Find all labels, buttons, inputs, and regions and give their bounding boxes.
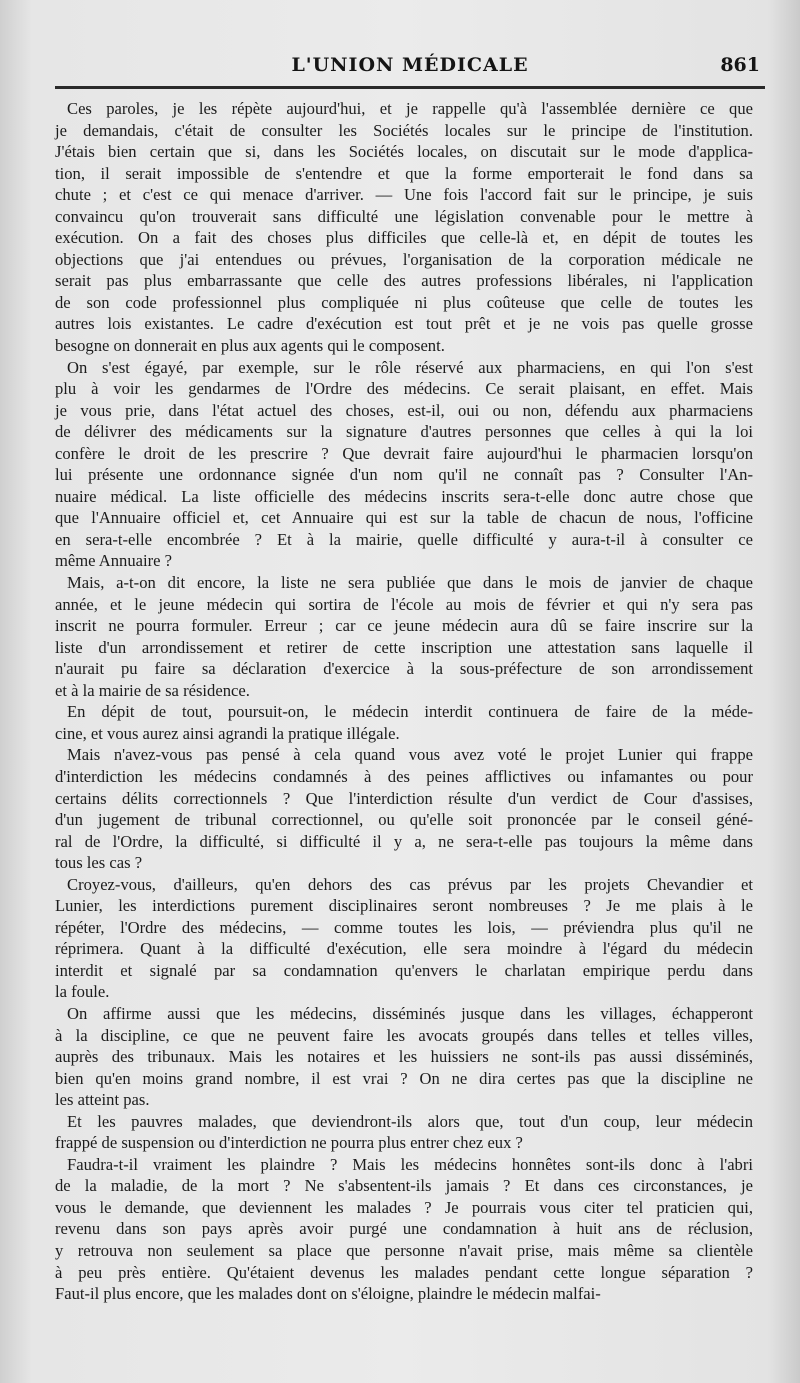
paragraph	[55, 572, 753, 701]
text-line: auprès des tribunaux. Mais les notaires et les huissiers ne sont-ils pas aussi disséminés,	[55, 1047, 753, 1067]
text-line: frappé de suspension ou d'interdiction ne pourra plus entrer chez eux ?	[55, 1133, 523, 1153]
text-line: besogne on donnerait en plus aux agents qui le composent.	[55, 336, 445, 356]
text-line: Et les pauvres malades, que deviendront-ils alors que, tout d'un coup, leur médecin	[67, 1111, 753, 1131]
text-line: Ces paroles, je les répète aujourd'hui, et je rappelle qu'à l'assemblée dernière ce que	[67, 99, 753, 118]
text-line: ral de l'Ordre, la difficulté, si difficulté il y a, ne sera-t-elle pas toujours la même dans	[55, 831, 753, 851]
text-line: exécution. On a fait des choses plus difficiles que celle-là et, en dépit de toutes les	[55, 228, 753, 248]
text-line: d'un jugement de tribunal correctionnel, ou qu'elle soit prononcée par le conseil géné-	[55, 810, 753, 830]
text-line: lui présente une ordonnance signée d'un nom qu'il ne connaît pas ? Consulter l'An-	[55, 465, 753, 485]
text-line: interdit et signalé par sa condamnation qu'envers le charlatan empirique perdu dans	[55, 960, 753, 980]
text-line: revenu dans son pays après avoir purgé une condamnation à huit ans de réclusion,	[55, 1219, 753, 1239]
paragraph	[55, 1154, 753, 1305]
text-line: liste d'un arrondissement et retirer de cette inscription une attestation sans laquelle il	[55, 637, 753, 657]
text-line: Faut-il plus encore, que les malades dont on s'éloigne, plaindre le médecin malfai-	[55, 1284, 601, 1304]
running-header	[60, 48, 760, 88]
text-line: la foule.	[55, 982, 110, 1002]
paragraph	[55, 701, 753, 744]
paragraph	[55, 98, 753, 357]
text-line: je demandais, c'était de consulter les Sociétés locales sur le principe de l'institution.	[55, 120, 753, 140]
text-line: En dépit de tout, poursuit-on, le médecin interdit continuera de faire de la méde-	[67, 702, 753, 722]
text-line: répéter, l'Ordre des médecins, — comme toutes les lois, — préviendra plus qu'il ne	[55, 917, 753, 937]
text-line: nuaire médical. La liste officielle des médecins inscrits sera-t-elle donc autre chose que	[55, 486, 753, 506]
text-line: je vous prie, dans l'état actuel des choses, est-il, oui ou non, défendu aux pharmaciens	[55, 400, 753, 420]
text-line: bien qu'en moins grand nombre, il est vrai ? On ne dira certes pas que la discipline ne	[55, 1068, 753, 1088]
text-line: que l'Annuaire officiel et, cet Annuaire qui est sur la table de chacun de nous, l'officine	[55, 508, 753, 528]
paragraph	[55, 744, 753, 873]
text-line: de son code professionnel plus compliquée ni plus coûteuse que celle de toutes les	[55, 292, 753, 312]
text-line: On affirme aussi que les médecins, disséminés jusque dans les villages, échapperont	[67, 1003, 753, 1023]
text-line: Mais, a-t-on dit encore, la liste ne sera publiée que dans le mois de janvier de chaque	[67, 573, 753, 593]
text-line: réprimera. Quant à la difficulté d'exécution, elle sera moindre à l'égard du médecin	[55, 939, 753, 959]
text-line: y retrouva non seulement sa place que personne n'avait prise, mais même sa clientèle	[55, 1240, 753, 1260]
text-line: d'interdiction les médecins condamnés à des peines afflictives ou infamantes ou pour	[55, 766, 753, 786]
text-line: J'étais bien certain que si, dans les Sociétés locales, on discutait sur le mode d'applica-	[55, 142, 753, 162]
text-line: tion, il serait impossible de s'entendre et que la forme emporterait le fond dans sa	[55, 163, 753, 183]
paragraph	[55, 357, 753, 572]
text-line: confère le droit de les prescrire ? Que devrait faire aujourd'hui le pharmacien lorsqu'on	[55, 443, 753, 463]
text-line: n'aurait pu faire sa déclaration d'exercice à la sous-préfecture de son arrondissement	[55, 659, 753, 679]
text-line: tous les cas ?	[55, 853, 143, 873]
text-line: Mais n'avez-vous pas pensé à cela quand vous avez voté le projet Lunier qui frappe	[67, 745, 753, 765]
text-line: les atteint pas.	[55, 1090, 150, 1110]
text-line: Lunier, les interdictions purement disciplinaires seront nombreuses ? Je me plais à le	[55, 896, 753, 916]
text-line: et à la mairie de sa résidence.	[55, 680, 250, 700]
text-line: année, et le jeune médecin qui sortira de l'école au mois de février et qui n'y sera pas	[55, 594, 753, 614]
page-number: 861	[720, 54, 760, 76]
paragraph	[55, 1111, 753, 1154]
text-line: plu à voir les gendarmes de l'Ordre des médecins. Ce serait plaisant, en effet. Mais	[55, 379, 753, 399]
body-text	[55, 98, 753, 1305]
text-line: On s'est égayé, par exemple, sur le rôle réservé aux pharmaciens, en qui l'on s'est	[67, 357, 753, 377]
text-line: à peu près entière. Qu'étaient devenus les malades pendant cette longue séparation ?	[55, 1262, 753, 1282]
text-line: Croyez-vous, d'ailleurs, qu'en dehors des cas prévus par les projets Chevandier et	[67, 874, 753, 894]
text-line: cine, et vous aurez ainsi agrandi la pratique illégale.	[55, 723, 400, 743]
journal-title: L'UNION MÉDICALE	[291, 54, 529, 76]
text-line: même Annuaire ?	[55, 551, 173, 571]
header-rule	[55, 86, 765, 89]
text-line: à la discipline, ce que ne peuvent faire les avocats groupés dans telles et telles villes,	[55, 1025, 753, 1045]
text-line: inscrit ne pourra formuler. Erreur ; car ce jeune médecin aura dû se faire inscrire sur la	[55, 616, 753, 636]
text-line: objections que j'ai entendues ou prévues, l'organisation de la corporation médicale ne	[55, 249, 753, 269]
text-line: autres lois existantes. Le cadre d'exécution est tout prêt et je ne vois pas quelle grosse	[55, 314, 753, 334]
text-line: serait pas plus embarrassante que celle des autres professions libérales, ni l'application	[55, 271, 753, 291]
text-line: de délivrer des médicaments sur la signature d'autres personnes que celles à qui la loi	[55, 422, 753, 442]
text-line: de la maladie, de la mort ? Ne s'absentent-ils jamais ? Et dans ces circonstances, je	[55, 1176, 753, 1196]
text-line: vous le demande, que deviennent les malades ? Je pourrais vous citer tel praticien qui,	[55, 1197, 753, 1217]
text-line: Faudra-t-il vraiment les plaindre ? Mais les médecins honnêtes sont-ils donc à l'abri	[67, 1154, 753, 1174]
text-line: en sera-t-elle encombrée ? Et à la mairie, quelle difficulté y aura-t-il à consulter ce	[55, 529, 753, 549]
text-line: chute ; et c'est ce qui menace d'arriver. — Une fois l'accord fait sur le principe, je suis	[55, 185, 753, 205]
paragraph	[55, 1003, 753, 1111]
paragraph	[55, 874, 753, 1003]
text-line: convaincu qu'on trouverait sans difficulté une législation convenable pour le mettre à	[55, 206, 753, 226]
text-line: certains délits correctionnels ? Que l'interdiction résulte d'un verdict de Cour d'assises,	[55, 788, 753, 808]
